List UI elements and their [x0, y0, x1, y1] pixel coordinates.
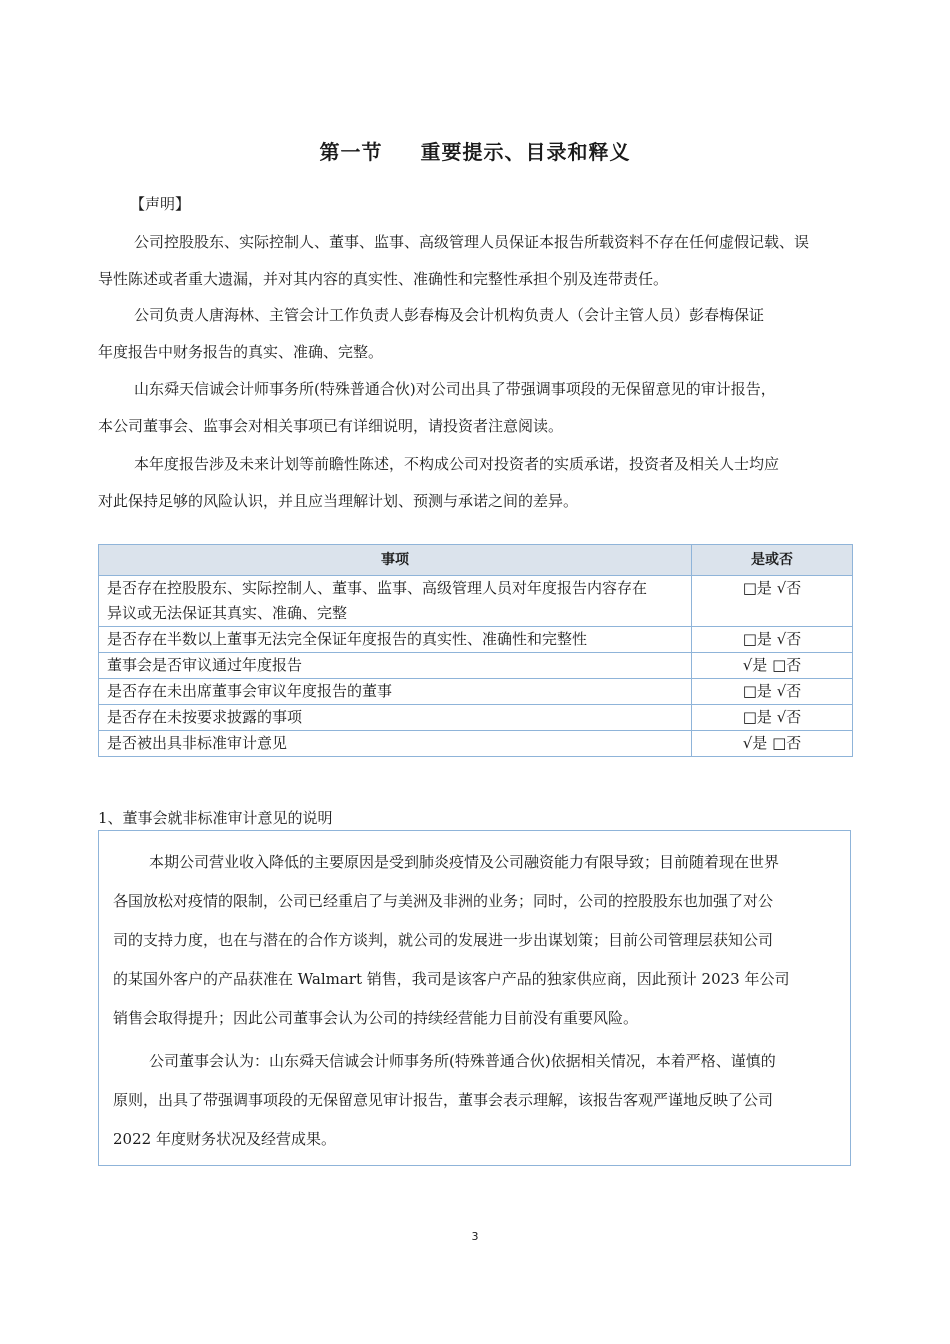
- header-item: 事项: [99, 545, 692, 576]
- row-item: 是否存在未出席董事会审议年度报告的董事: [99, 679, 692, 705]
- table-row: [99, 679, 853, 705]
- row-answer: □是 √否: [692, 705, 853, 731]
- table-row: [99, 731, 853, 757]
- row-answer: √是 □否: [692, 653, 853, 679]
- declaration-paragraph-1: 公司控股股东、实际控制人、董事、监事、高级管理人员保证本报告所载资料不存在任何虚假记载、误 导性陈述或者重大遗漏，并对其内容的真实性、准确性和完整性承担个别及连带责任。: [98, 233, 810, 288]
- board-note-paragraph-2: 公司董事会认为：山东舜天信诚会计师事务所(特殊普通合伙)依据相关情况，本着严格、谨慎的 原则，出具了带强调事项段的无保留意见审计报告，董事会表示理解，该报告客观严谨地反映了公司 2022 年度财务状况及经营成果。: [113, 1052, 776, 1148]
- declaration-paragraph-2: 公司负责人唐海林、主管会计工作负责人彭春梅及会计机构负责人（会计主管人员）彭春梅保证 年度报告中财务报告的真实、准确、完整。: [98, 306, 765, 361]
- board-note-paragraph-1: 本期公司营业收入降低的主要原因是受到肺炎疫情及公司融资能力有限导致；目前随着现在世界 各国放松对疫情的限制，公司已经重启了与美洲及非洲的业务；同时，公司的控股股东也加强了对公 司的支持力度，也在与潜在的合作方谈判，就公司的发展进一步出谋划策；目前公司管理层获知公司 的某国外客户的产品获准在 Walmart 销售，我司是该客户产品的独家供应商，因此预计 2023 年公司 销售会取得提升；因此公司董事会认为公司的持续经营能力目前没有重要风险。: [113, 853, 790, 1027]
- row-answer: √是 □否: [692, 731, 853, 757]
- table-row: [99, 576, 853, 627]
- section-heading: 重要提示、目录和释义: [420, 140, 631, 164]
- row-answer: □是 √否: [692, 627, 853, 653]
- section-number: 第一节: [319, 140, 383, 164]
- table-row: [99, 653, 853, 679]
- row-answer: □是 √否: [692, 679, 853, 705]
- row-item: 是否存在未按要求披露的事项: [99, 705, 692, 731]
- row-item: 董事会是否审议通过年度报告: [99, 653, 692, 679]
- row-answer: □是 √否: [692, 576, 853, 627]
- table-row: [99, 705, 853, 731]
- declaration-label: 【声明】: [130, 195, 191, 213]
- page-number: 3: [471, 1230, 479, 1243]
- row-item: 是否存在控股股东、实际控制人、董事、监事、高级管理人员对年度报告内容存在 异议或无法保证其真实、准确、完整: [99, 576, 692, 627]
- table-row: [99, 627, 853, 653]
- declaration-paragraph-3: 山东舜天信诚会计师事务所(特殊普通合伙)对公司出具了带强调事项段的无保留意见的审计报告， 本公司董事会、监事会对相关事项已有详细说明，请投资者注意阅读。: [98, 380, 776, 435]
- row-item: 是否被出具非标准审计意见: [99, 731, 692, 757]
- declaration-paragraph-4: 本年度报告涉及未来计划等前瞻性陈述，不构成公司对投资者的实质承诺，投资者及相关人士均应 对此保持足够的风险认识，并且应当理解计划、预测与承诺之间的差异。: [98, 455, 780, 510]
- board-note-heading: 1、董事会就非标准审计意见的说明: [98, 809, 333, 827]
- table-header-row: [99, 545, 853, 576]
- section-title: [0, 136, 950, 165]
- board-note-box: [98, 830, 851, 1166]
- matters-table: [98, 544, 853, 757]
- row-item: 是否存在半数以上董事无法完全保证年度报告的真实性、准确性和完整性: [99, 627, 692, 653]
- header-answer: 是或否: [692, 545, 853, 576]
